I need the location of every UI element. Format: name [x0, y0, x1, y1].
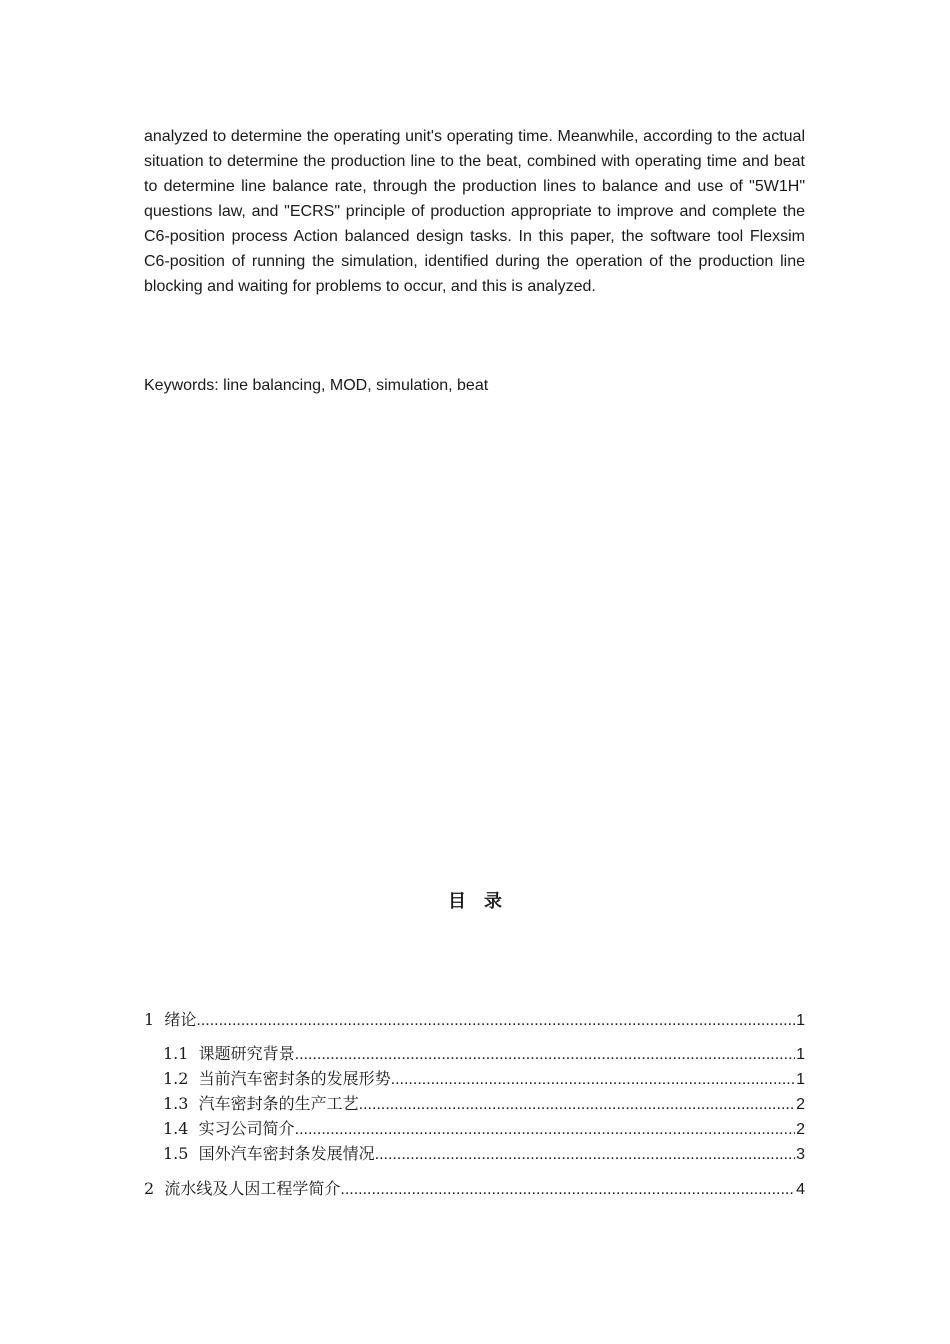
- toc-entry-title: 当前汽车密封条的发展形势: [198, 1069, 391, 1088]
- toc-entry-number: 2: [144, 1179, 165, 1198]
- toc-entry-page: 2: [796, 1096, 805, 1113]
- toc-entry-1-4[interactable]: [163, 1118, 805, 1140]
- toc-entry-title: 汽车密封条的生产工艺: [198, 1094, 359, 1113]
- toc-entry-page: 1: [796, 1046, 805, 1063]
- toc-entry-1[interactable]: [144, 1009, 805, 1031]
- toc-entry-2[interactable]: [144, 1178, 805, 1200]
- toc-entry-page: 3: [796, 1146, 805, 1163]
- toc-entry-page: 2: [796, 1121, 805, 1138]
- abstract-paragraph: analyzed to determine the operating unit's operating time. Meanwhile, according to the actual situation to determine the production line to the beat, combined with operating time and beat to determine line balance rate, through the production lines to balance and use of "5W1H" questions law, and "ECRS" principle of production appropriate to improve and complete the C6-position process Action balanced design tasks. In this paper, the software tool Flexsim C6-position of running the simulation, identified during the operation of the production line blocking and waiting for problems to occur, and this is analyzed.: [144, 128, 805, 295]
- toc-entry-number: 1.1: [163, 1044, 199, 1063]
- toc-entry-page: 1: [796, 1012, 805, 1029]
- toc-entry-1-5[interactable]: [163, 1143, 805, 1165]
- toc-entry-1-2[interactable]: [163, 1068, 805, 1090]
- toc-entry-1-3[interactable]: [163, 1093, 805, 1115]
- keywords-line: Keywords: line balancing, MOD, simulation, beat: [144, 377, 489, 394]
- toc-entry-number: 1: [144, 1010, 165, 1029]
- toc-entry-title: 国外汽车密封条发展情况: [198, 1144, 375, 1163]
- toc-entry-number: 1.4: [163, 1119, 199, 1138]
- toc-entry-1-1[interactable]: [163, 1043, 805, 1065]
- toc-entry-number: 1.2: [163, 1069, 199, 1088]
- toc-dot-leader: [295, 1044, 795, 1066]
- toc-dot-leader: [391, 1069, 795, 1091]
- toc-dot-leader: [375, 1144, 795, 1166]
- toc-entry-title: 实习公司简介: [198, 1119, 295, 1138]
- toc-entry-title: 流水线及人因工程学简介: [164, 1179, 341, 1198]
- toc-entry-page: 4: [796, 1181, 805, 1198]
- toc-entry-title: 课题研究背景: [198, 1044, 295, 1063]
- toc-dot-leader: [340, 1179, 795, 1201]
- toc-title: 目录: [448, 891, 520, 912]
- toc-entry-number: 1.3: [163, 1094, 199, 1113]
- toc-entry-title: 绪论: [164, 1010, 197, 1029]
- toc-dot-leader: [196, 1010, 795, 1032]
- toc-entry-number: 1.5: [163, 1144, 199, 1163]
- toc-entry-page: 1: [796, 1071, 805, 1088]
- toc-dot-leader: [295, 1119, 795, 1141]
- toc-dot-leader: [359, 1094, 795, 1116]
